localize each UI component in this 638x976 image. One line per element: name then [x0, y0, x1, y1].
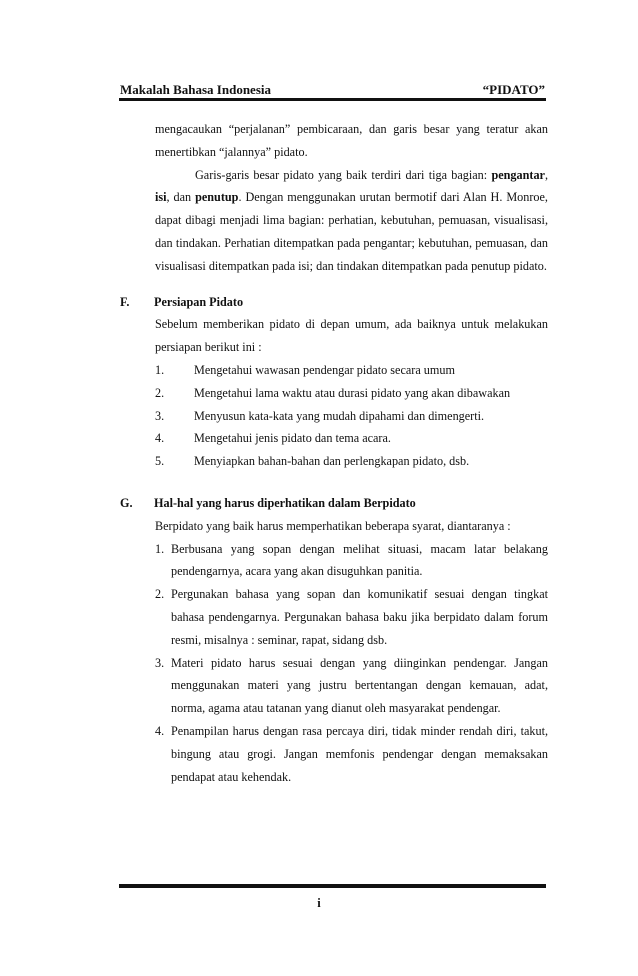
list-text: Pergunakan bahasa yang sopan dan komunikatif sesuai dengan tingkat bahasa pendengarnya. Pergunakan bahasa baku jika berpidato dalam forum resmi, misalnya : seminar, rapat, sidang dsb. — [171, 587, 548, 647]
list-number: 2. — [155, 385, 165, 400]
section-f-heading — [120, 291, 548, 314]
list-text: Menyiapkan bahan-bahan dan perlengkapan pidato, dsb. — [194, 454, 470, 469]
list-number: 1. — [155, 362, 165, 377]
list-item — [155, 538, 548, 584]
intro-text: Garis-garis besar pidato yang baik terdiri dari tiga bagian: — [195, 167, 492, 182]
list-text: Berbusana yang sopan dengan melihat situasi, macam latar belakang pendengarnya, acara yang akan disuguhkan panitia. — [171, 541, 548, 579]
list-item — [155, 405, 548, 428]
page-number: i — [317, 896, 321, 910]
list-number: 2. — [155, 587, 165, 602]
list-number: 1. — [155, 541, 165, 556]
list-text: Mengetahui lama waktu atau durasi pidato yang akan dibawakan — [194, 385, 511, 400]
list-text: Penampilan harus dengan rasa percaya diri, tidak minder rendah diri, takut, bingung atau grogi. Jangan memfonis pendengar dengan memaksakan pendapat atau kehendak. — [171, 723, 548, 784]
list-number: 4. — [155, 431, 165, 446]
list-item — [155, 450, 548, 473]
term-pengantar: pengantar — [491, 167, 545, 182]
list-item — [155, 720, 548, 788]
header-rule — [119, 98, 546, 101]
list-item — [155, 427, 548, 450]
intro-paragraph-1: mengacaukan “perjalanan” pembicaraan, dan garis besar yang teratur akan menertibkan “jalannya” pidato. — [155, 122, 548, 159]
section-g-list — [155, 538, 548, 789]
list-number: 4. — [155, 723, 165, 738]
list-text: Mengetahui wawasan pendengar pidato secara umum — [194, 362, 455, 377]
list-item — [155, 382, 548, 405]
section-g-letter: G. — [120, 495, 133, 510]
section-f-letter: F. — [120, 294, 130, 309]
list-item — [155, 583, 548, 651]
list-text: Menyusun kata-kata yang mudah dipahami dan dimengerti. — [194, 408, 485, 423]
list-number: 3. — [155, 655, 165, 670]
section-f-title: Persiapan Pidato — [154, 294, 244, 309]
intro-paragraph-2 — [155, 164, 548, 278]
body-content — [120, 118, 548, 788]
header-title: Makalah Bahasa Indonesia — [120, 82, 271, 97]
list-number: 3. — [155, 408, 165, 423]
list-item — [155, 652, 548, 720]
list-number: 5. — [155, 454, 165, 469]
section-f-intro: Sebelum memberikan pidato di depan umum, ada baiknya untuk melakukan persiapan berikut ini : — [155, 317, 548, 355]
footer-rule — [119, 884, 546, 888]
term-penutup: penutup — [195, 190, 239, 205]
list-item — [155, 359, 548, 382]
running-header — [120, 82, 545, 98]
intro-text-rest: . Dengan menggunakan urutan bermotif dari Alan H. Monroe, dapat dibagi menjadi lima bagian: perhatian, kebutuhan, pemuasan, visualisasi, dan tindakan. Perhatian ditempatkan pada pengantar; kebutuhan, pemuasan, dan visualisasi ditempatkan pada isi; dan tindakan ditempatkan pada penutup pidato. — [155, 190, 548, 273]
section-g-title: Hal-hal yang harus diperhatikan dalam Berpidato — [154, 495, 416, 510]
section-f-list — [155, 359, 548, 473]
intro-sep-1: , — [544, 167, 548, 182]
section-g-intro: Berpidato yang baik harus memperhatikan beberapa syarat, diantaranya : — [155, 518, 511, 533]
term-isi: isi — [155, 190, 167, 205]
list-text: Materi pidato harus sesuai dengan yang diinginkan pendengar. Jangan menggunakan materi yang justru bertentangan dengan kemauan, adat, norma, agama atau tatanan yang dianut oleh masyarakat pendengar. — [171, 655, 548, 716]
list-text: Mengetahui jenis pidato dan tema acara. — [194, 431, 391, 446]
section-g-heading — [120, 492, 548, 515]
intro-sep-2: , dan — [166, 190, 196, 205]
header-topic: “PIDATO” — [482, 82, 545, 97]
